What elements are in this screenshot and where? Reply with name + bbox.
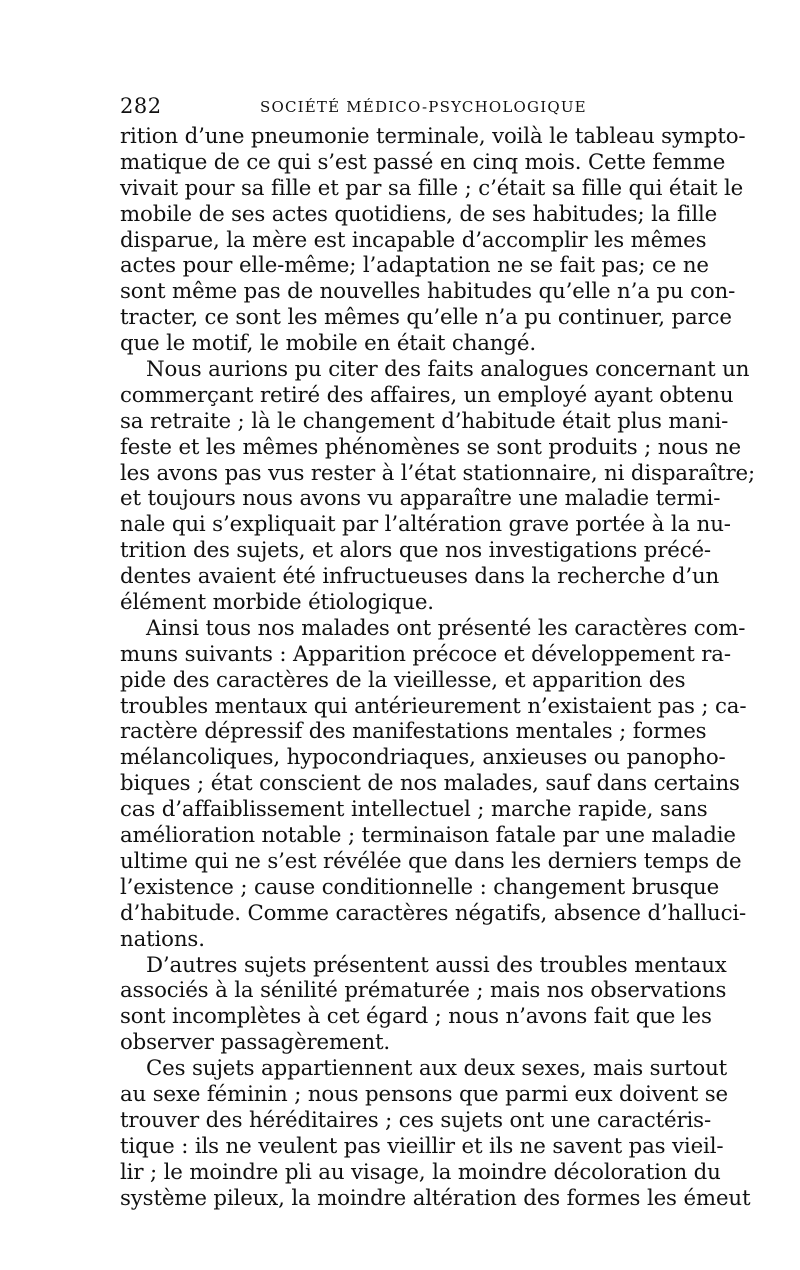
text-line: nations. xyxy=(120,926,205,952)
text-line: tique : ils ne veulent pas vieillir et ils ne savent pas vieil- xyxy=(120,1133,724,1159)
page-number: 282 xyxy=(120,94,162,118)
paragraph-start-line: Ainsi tous nos malades ont présenté les caractères com- xyxy=(146,615,746,641)
text-line: feste et les mêmes phénomènes se sont produits ; nous ne xyxy=(120,434,741,460)
text-line: tracter, ce sont les mêmes qu’elle n’a pu continuer, parce xyxy=(120,305,732,331)
paragraph-start-line: Ces sujets appartiennent aux deux sexes, mais surtout xyxy=(146,1056,728,1082)
text-line: observer passagèrement. xyxy=(120,1030,391,1056)
text-line: ultime qui ne s’est révélée que dans les derniers temps de xyxy=(120,848,742,874)
text-line: nale qui s’expliquait par l’altération grave portée à la nu- xyxy=(120,512,731,538)
text-line: cas d’affaiblissement intellectuel ; marche rapide, sans xyxy=(120,797,708,823)
text-line: amélioration notable ; terminaison fatale par une maladie xyxy=(120,823,736,849)
text-line: actes pour elle-même; l’adaptation ne se fait pas; ce ne xyxy=(120,253,709,279)
text-line: associés à la sénilité prématurée ; mais nos observations xyxy=(120,978,727,1004)
text-line: trouver des héréditaires ; ces sujets ont une caractéris- xyxy=(120,1107,712,1133)
text-line: lir ; le moindre pli au visage, la moindre décoloration du xyxy=(120,1159,721,1185)
text-line: rition d’une pneumonie terminale, voilà le tableau sympto- xyxy=(120,124,746,149)
paragraph-start-line: Nous aurions pu citer des faits analogues concernant un xyxy=(146,357,750,383)
text-line: sont même pas de nouvelles habitudes qu’elle n’a pu con- xyxy=(120,279,736,305)
text-line: et toujours nous avons vu apparaître une maladie termi- xyxy=(120,486,721,512)
text-line: sa retraite ; là le changement d’habitude était plus mani- xyxy=(120,408,729,434)
paragraph-start-line: D’autres sujets présentent aussi des troubles mentaux xyxy=(146,952,727,978)
page-header xyxy=(120,94,680,118)
text-line: biques ; état conscient de nos malades, sauf dans certains xyxy=(120,771,740,797)
text-line: trition des sujets, et alors que nos investigations précé- xyxy=(120,538,711,564)
text-line: mobile de ses actes quotidiens, de ses habitudes; la fille xyxy=(120,201,718,227)
text-line: vivait pour sa fille et par sa fille ; c’était sa fille qui était le xyxy=(120,175,744,201)
text-line: ractère dépressif des manifestations mentales ; formes xyxy=(120,719,707,745)
text-line: pide des caractères de la vieillesse, et apparition des xyxy=(120,667,686,693)
text-line: matique de ce qui s’est passé en cinq mois. Cette femme xyxy=(120,149,726,175)
text-line: disparue, la mère est incapable d’accomplir les mêmes xyxy=(120,227,707,253)
text-line: sont incomplètes à cet égard ; nous n’avons fait que les xyxy=(120,1004,712,1030)
text-line: au sexe féminin ; nous pensons que parmi eux doivent se xyxy=(120,1081,728,1107)
text-line: système pileux, la moindre altération des formes les émeut xyxy=(120,1185,751,1211)
text-line: élément morbide étiologique. xyxy=(120,590,434,616)
text-line: commerçant retiré des affaires, un employé ayant obtenu xyxy=(120,382,734,408)
running-head: SOCIÉTÉ MÉDICO-PSYCHOLOGIQUE xyxy=(260,98,587,116)
text-line: muns suivants : Apparition précoce et développement ra- xyxy=(120,641,731,667)
text-line: que le motif, le mobile en était changé. xyxy=(120,331,536,357)
text-line: troubles mentaux qui antérieurement n’existaient pas ; ca- xyxy=(120,693,747,719)
text-line: mélancoliques, hypocondriaques, anxieuses ou panopho- xyxy=(120,745,726,771)
body-text xyxy=(120,124,756,1211)
text-line: dentes avaient été infructueuses dans la recherche d’un xyxy=(120,564,720,590)
text-line: l’existence ; cause conditionnelle : changement brusque xyxy=(120,874,720,900)
text-line: les avons pas vus rester à l’état stationnaire, ni disparaître; xyxy=(120,460,756,486)
text-line: d’habitude. Comme caractères négatifs, absence d’halluci- xyxy=(120,900,747,926)
